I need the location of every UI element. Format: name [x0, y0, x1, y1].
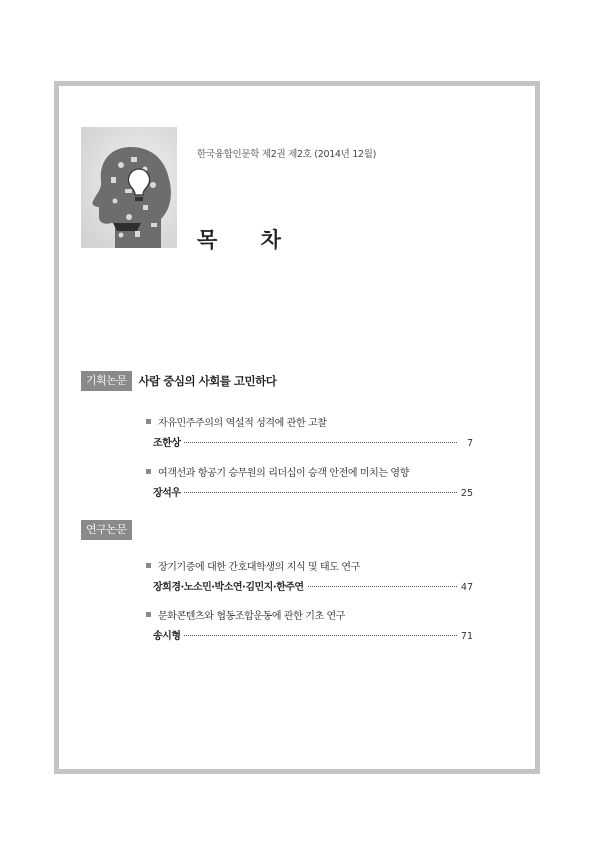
section-planning-papers: [81, 371, 276, 391]
article-title: 장기기증에 대한 간호대학생의 지식 및 태도 연구: [158, 562, 360, 573]
bullet-square-icon: [146, 469, 151, 474]
cover-illustration: [81, 127, 177, 248]
section-tag: 연구논문: [81, 520, 132, 540]
article-author: 장희경·노소민·박소연·김민지·한주연: [153, 582, 304, 593]
bullet-square-icon: [146, 419, 151, 424]
article-author: 장석우: [153, 488, 181, 499]
toc-entry[interactable]: [146, 414, 473, 449]
article-author: 송시형: [153, 631, 181, 642]
page-number: 25: [460, 488, 473, 499]
section-description: 사람 중심의 사회를 고민하다: [138, 374, 277, 388]
section-research-papers: [81, 520, 132, 540]
page-number: 71: [460, 631, 473, 642]
article-title: 여객선과 항공기 승무원의 리더십이 승객 안전에 미치는 영향: [158, 468, 409, 479]
section-tag: 기획논문: [81, 371, 132, 391]
head-lightbulb-icon: [81, 127, 177, 248]
page-number: 47: [460, 582, 473, 593]
page-number: 7: [466, 438, 473, 449]
dot-leader: [184, 635, 456, 636]
dot-leader: [308, 586, 457, 587]
bullet-square-icon: [146, 563, 151, 568]
article-author: 조한상: [153, 438, 181, 449]
toc-entry[interactable]: [146, 464, 473, 499]
toc-title: 목 차: [197, 228, 299, 252]
toc-entry[interactable]: [146, 558, 473, 593]
bullet-square-icon: [146, 612, 151, 617]
toc-entry[interactable]: [146, 607, 473, 642]
article-title: 자유민주주의의 역설적 성격에 관한 고찰: [158, 418, 327, 429]
article-title: 문화콘텐츠와 협동조합운동에 관한 기초 연구: [158, 611, 346, 622]
dot-leader: [184, 442, 457, 443]
journal-issue-line: 한국융합인문학 제2권 제2호 (2014년 12월): [197, 149, 377, 160]
dot-leader: [184, 492, 456, 493]
